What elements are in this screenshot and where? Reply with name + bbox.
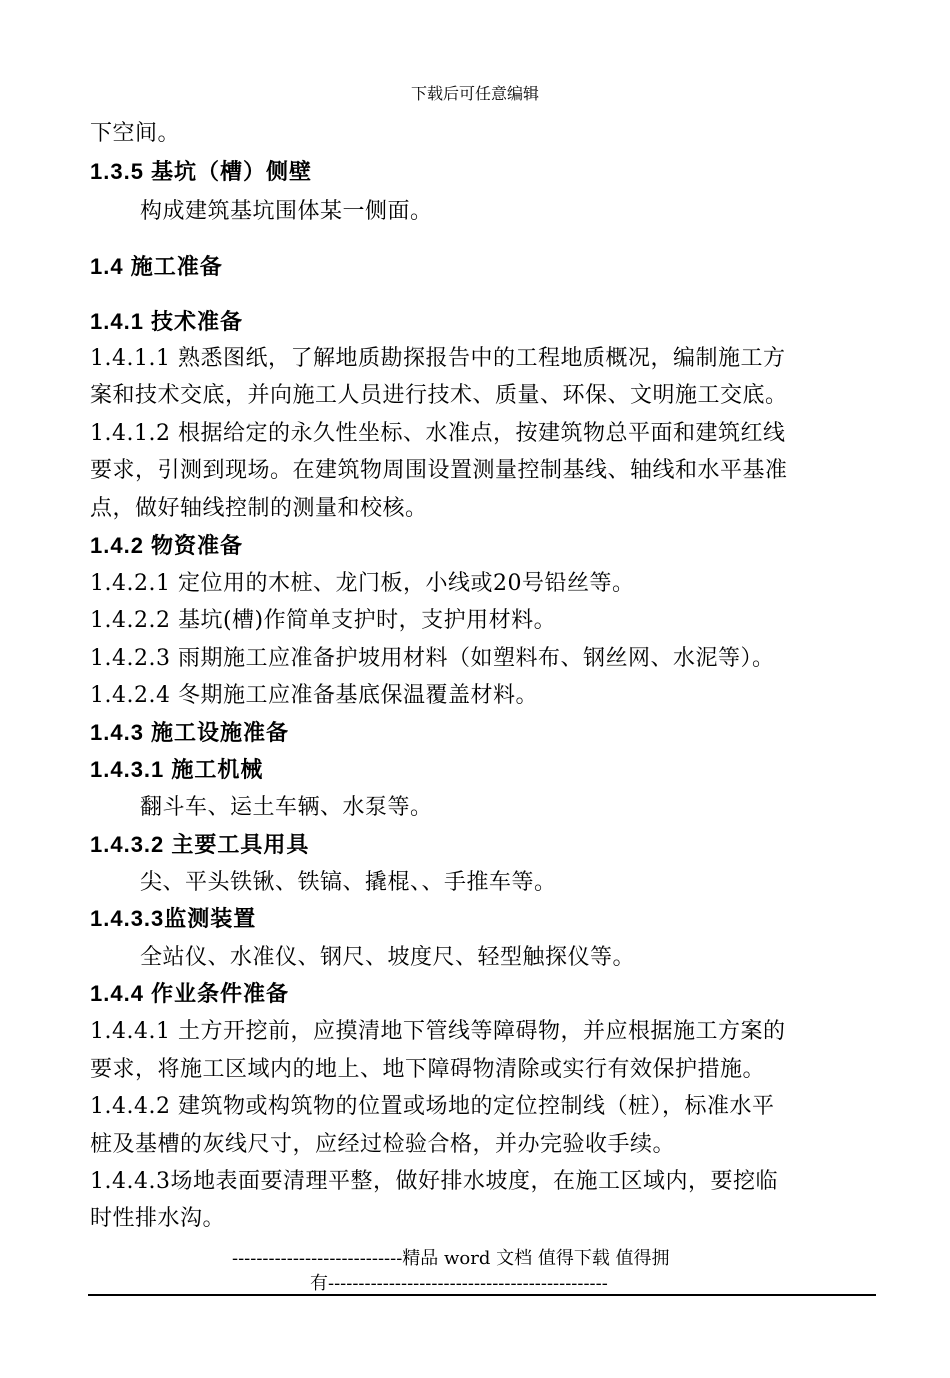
- body-line: 构成建筑基坑围体某一侧面。: [140, 199, 433, 224]
- body-line: 全站仪、水准仪、钢尺、坡度尺、轻型触探仪等。: [140, 945, 636, 970]
- body-line: 1.4.4.1 土方开挖前，应摸清地下管线等障碍物，并应根据施工方案的: [90, 1019, 786, 1044]
- section-heading: 1.4.3.2 主要工具用具: [90, 832, 310, 857]
- body-line: 下空间。: [90, 121, 181, 146]
- section-heading: 1.4.3.1 施工机械: [90, 757, 264, 782]
- body-line: 1.4.1.1 熟悉图纸，了解地质勘探报告中的工程地质概况，编制施工方: [90, 346, 786, 371]
- body-line: 时性排水沟。: [90, 1206, 226, 1231]
- section-heading: 1.4 施工准备: [90, 254, 223, 279]
- section-heading: 1.4.3 施工设施准备: [90, 720, 290, 745]
- body-line: 桩及基槽的灰线尺寸，应经过检验合格，并办完验收手续。: [90, 1132, 676, 1157]
- section-heading: 1.3.5 基坑（槽）侧壁: [90, 159, 313, 184]
- body-line: 要求，将施工区域内的地上、地下障碍物清除或实行有效保护措施。: [90, 1057, 766, 1082]
- body-line: 翻斗车、运土车辆、水泵等。: [140, 795, 433, 820]
- section-heading: 1.4.3.3监测装置: [90, 906, 257, 931]
- body-line: 1.4.4.3场地表面要清理平整，做好排水坡度，在施工区域内，要挖临: [90, 1169, 778, 1194]
- body-line: 点，做好轴线控制的测量和校核。: [90, 496, 428, 521]
- footer-line-2: 有----------------------------------------------: [310, 1273, 608, 1294]
- footer-divider: [88, 1294, 876, 1296]
- body-line: 1.4.1.2 根据给定的永久性坐标、水准点，按建筑物总平面和建筑红线: [90, 421, 786, 446]
- body-line: 案和技术交底，并向施工人员进行技术、质量、环保、文明施工交底。: [90, 383, 788, 408]
- body-line: 1.4.4.2 建筑物或构筑物的位置或场地的定位控制线（桩），标准水平: [90, 1094, 775, 1119]
- section-heading: 1.4.4 作业条件准备: [90, 981, 290, 1006]
- footer-line-1: ----------------------------精品 word 文档 值得下载 值得拥: [232, 1248, 670, 1269]
- body-line: 1.4.2.3 雨期施工应准备护坡用材料（如塑料布、钢丝网、水泥等）。: [90, 646, 775, 671]
- section-heading: 1.4.2 物资准备: [90, 533, 244, 558]
- section-heading: 1.4.1 技术准备: [90, 309, 244, 334]
- body-line: 1.4.2.2 基坑(槽)作简单支护时，支护用材料。: [90, 608, 557, 633]
- body-line: 尖、平头铁锹、铁镐、撬棍、、手推车等。: [140, 870, 557, 895]
- body-line: 要求，引测到现场。在建筑物周围设置测量控制基线、轴线和水平基准: [90, 458, 788, 483]
- body-line: 1.4.2.1 定位用的木桩、龙门板，小线或20号铅丝等。: [90, 571, 635, 596]
- page-header: 下载后可任意编辑: [410, 84, 539, 103]
- body-line: 1.4.2.4 冬期施工应准备基底保温覆盖材料。: [90, 683, 538, 708]
